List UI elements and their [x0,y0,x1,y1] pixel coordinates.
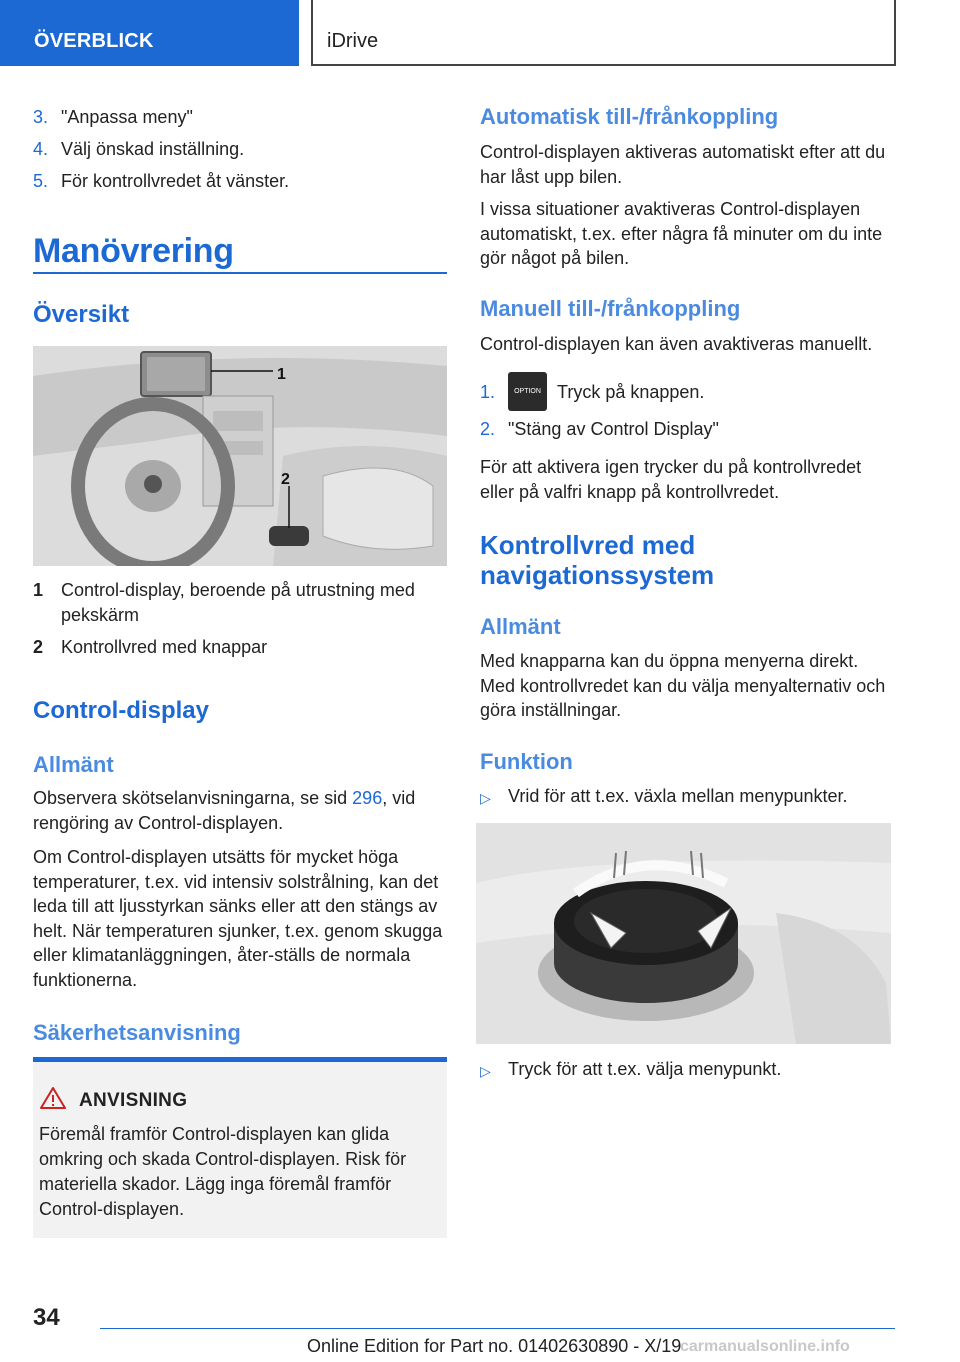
paragraph-manual-2: För att aktivera igen trycker du på kontrollvredet eller på valfri knapp på kontrollvredet. [480,457,862,502]
heading-control-display: Control-display [33,697,210,724]
callout-2: 2 [281,471,290,488]
notice-body: Föremål framför Control-displayen kan glida omkring och skada Control-displayen. Risk för materiella skador. Lägg inga föremål framför Control-displayen. [39,1124,407,1219]
section-tab: ÖVERBLICK [0,0,299,66]
bullet-item: ▷ Tryck för att t.ex. välja menypunkt. [480,1057,894,1083]
heading-oversikt: Översikt [33,301,130,328]
notice-title: ANVISNING [79,1090,188,1111]
step-item: 2. "Stäng av Control Display" [480,419,719,439]
steps-list-manual [480,372,719,441]
heading-kontrollvred: Kontrollvred med navigationssystem [480,530,715,590]
triangle-bullet-icon: ▷ [480,1063,491,1079]
chapter-title: iDrive [311,0,896,66]
image-legend [33,578,447,660]
controller-illustration [476,823,891,1044]
option-button-icon: OPTION [508,372,547,411]
callout-1: 1 [277,366,286,383]
heading-auto: Automatisk till-/frånkoppling [480,104,779,129]
warning-icon [40,1086,66,1110]
footer-text: Online Edition for Part no. 01402630890 - X/19 [307,1336,682,1356]
notice-box [33,1057,447,1238]
step-item: 4. Välj önskad inställning. [33,139,245,159]
paragraph-manual: Control-displayen kan även avaktiveras manuellt. [480,334,873,354]
paragraph-auto-2: I vissa situationer avaktiveras Control-displayen automatiskt, t.ex. efter några få minuter om du inte gör något på bilen. [480,199,883,268]
bullet-list-1 [480,784,894,810]
step-item: 3. "Anpassa meny" [33,107,193,127]
footer-rule [100,1328,895,1329]
paragraph-allmant-right: Med knapparna kan du öppna menyerna direkt. Med kontrollvredet kan du välja menyalternativ och göra inställningar. [480,651,886,720]
page-number: 34 [33,1304,60,1331]
legend-item: 2 Kontrollvred med knappar [33,637,268,657]
steps-list-top [33,101,289,197]
watermark: carmanualsonline.info [680,1338,850,1355]
paragraph-care: Observera skötselanvisningarna, se sid 296, vid rengöring av Control-displayen. [33,788,416,833]
step-item: 5. För kontrollvredet åt vänster. [33,171,290,191]
bullet-list-2 [480,1057,894,1083]
step-item: 1. OPTION Tryck på knappen. [480,372,719,411]
cockpit-illustration [33,346,447,566]
bullet-item: ▷ Vrid för att t.ex. växla mellan menypunkter. [480,784,894,810]
heading-allmant: Allmänt [33,752,114,777]
heading-manual: Manuell till-/frånkoppling [480,296,741,321]
page-link[interactable]: 296 [352,788,383,808]
paragraph-temperature: Om Control-displayen utsätts för mycket höga temperaturer, t.ex. vid intensiv solstrålning, kan det leda till att ljusstyrkan sänks eller att den stängs av helt. När temperaturen sjunker, t.ex. genom skugga eller klimatanläggningen, åter-ställs de normala funktionerna. [33,847,443,990]
heading-rule [33,272,447,274]
heading-sakerhet: Säkerhetsanvisning [33,1020,241,1045]
triangle-bullet-icon: ▷ [480,790,491,806]
heading-allmant-right: Allmänt [480,614,561,639]
heading-manovrering: Manövrering [33,232,234,270]
legend-item: 1 Control-display, beroende på utrustning med pekskärm [33,580,415,625]
paragraph-auto-1: Control-displayen aktiveras automatiskt efter att du har låst upp bilen. [480,142,886,187]
heading-funktion: Funktion [480,749,573,774]
page-header [0,0,960,66]
